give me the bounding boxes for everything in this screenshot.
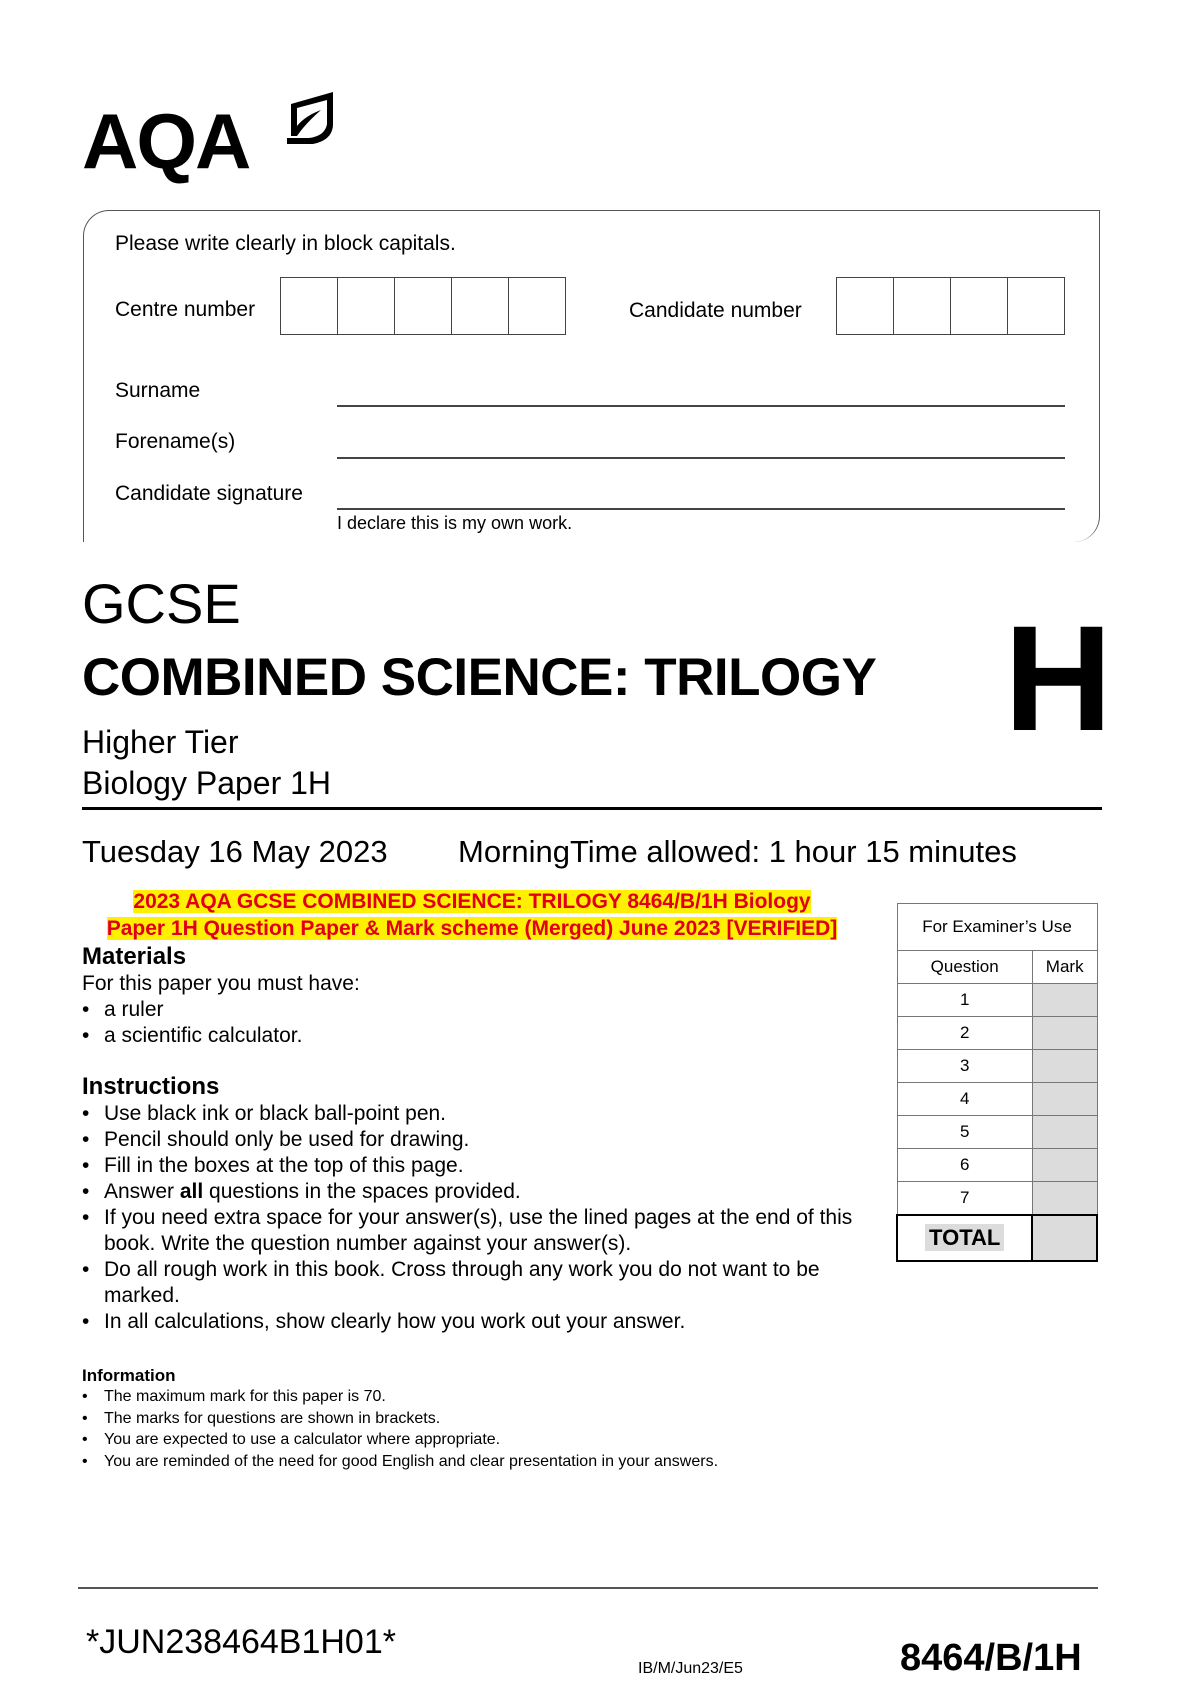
qualification-title: GCSE bbox=[82, 572, 241, 635]
list-item: • Pencil should only be used for drawing. bbox=[82, 1127, 872, 1153]
centre-number-label: Centre number bbox=[115, 298, 256, 321]
text-fragment: questions in the spaces provided. bbox=[203, 1180, 521, 1203]
candidate-digit-box[interactable] bbox=[951, 278, 1008, 334]
materials-list bbox=[82, 997, 862, 1049]
list-item: • a ruler bbox=[82, 997, 862, 1023]
question-number: 2 bbox=[897, 1017, 1032, 1050]
candidate-digit-box[interactable] bbox=[837, 278, 894, 334]
materials-intro: For this paper you must have: bbox=[82, 972, 360, 995]
instructions-heading: Instructions bbox=[82, 1073, 220, 1100]
candidate-number-boxes[interactable] bbox=[836, 277, 1065, 335]
banner-line-2: Paper 1H Question Paper & Mark scheme (Merged) June 2023 [VERIFIED] bbox=[106, 917, 838, 940]
question-number: 1 bbox=[897, 984, 1032, 1017]
instructions-section bbox=[82, 1073, 872, 1335]
candidate-number-label: Candidate number bbox=[629, 299, 802, 322]
mark-cell[interactable] bbox=[1032, 1149, 1097, 1182]
information-heading: Information bbox=[82, 1366, 176, 1385]
candidate-digit-box[interactable] bbox=[1008, 278, 1065, 334]
materials-section bbox=[82, 943, 862, 1049]
total-label: TOTAL bbox=[925, 1224, 1004, 1251]
candidate-digit-box[interactable] bbox=[894, 278, 951, 334]
centre-digit-box[interactable] bbox=[509, 278, 566, 334]
title-divider bbox=[82, 807, 1102, 810]
tier-name: Higher Tier bbox=[82, 724, 239, 760]
mark-cell[interactable] bbox=[1032, 1116, 1097, 1149]
question-number: 4 bbox=[897, 1083, 1032, 1116]
surname-label: Surname bbox=[115, 379, 201, 402]
aqa-logo: AQA bbox=[82, 97, 250, 185]
declaration-text: I declare this is my own work. bbox=[337, 513, 573, 533]
centre-digit-box[interactable] bbox=[338, 278, 395, 334]
examiner-use-table bbox=[896, 903, 1098, 1262]
session-time: MorningTime allowed: 1 hour 15 minutes bbox=[458, 834, 1017, 869]
question-number: 5 bbox=[897, 1116, 1032, 1149]
instructions-list bbox=[82, 1101, 872, 1335]
list-item: • The maximum mark for this paper is 70. bbox=[82, 1386, 902, 1408]
list-item: • Do all rough work in this book. Cross through any work you do not want to be marked. bbox=[82, 1257, 872, 1309]
list-item: • Fill in the boxes at the top of this page. bbox=[82, 1153, 872, 1179]
footer-divider bbox=[78, 1587, 1098, 1589]
materials-heading: Materials bbox=[82, 943, 187, 970]
centre-digit-box[interactable] bbox=[281, 278, 338, 334]
tier-letter: H bbox=[1004, 594, 1113, 762]
paper-name: Biology Paper 1H bbox=[82, 765, 332, 801]
forename-label: Forename(s) bbox=[115, 430, 236, 453]
emphasis-text: all bbox=[179, 1180, 204, 1203]
banner-line-1: 2023 AQA GCSE COMBINED SCIENCE: TRILOGY 8464/B/1H Biology bbox=[133, 890, 811, 913]
mark-cell[interactable] bbox=[1032, 984, 1097, 1017]
surname-field[interactable] bbox=[337, 405, 1065, 407]
centre-digit-box[interactable] bbox=[395, 278, 452, 334]
centre-digit-box[interactable] bbox=[452, 278, 509, 334]
highlighted-banner bbox=[82, 888, 862, 942]
question-number: 6 bbox=[897, 1149, 1032, 1182]
question-number: 3 bbox=[897, 1050, 1032, 1083]
signature-label: Candidate signature bbox=[115, 482, 303, 505]
list-item: • In all calculations, show clearly how you work out your answer. bbox=[82, 1309, 872, 1335]
paper-code: 8464/B/1H bbox=[900, 1637, 1082, 1679]
exam-date: Tuesday 16 May 2023 bbox=[82, 834, 388, 869]
information-section bbox=[82, 1366, 902, 1472]
text-fragment: Answer bbox=[104, 1180, 180, 1203]
list-item: • You are reminded of the need for good English and clear presentation in your answers. bbox=[82, 1451, 902, 1473]
reference-code: IB/M/Jun23/E5 bbox=[638, 1660, 743, 1677]
barcode-text: *JUN238464B1H01* bbox=[86, 1623, 396, 1661]
list-item: • If you need extra space for your answer(s), use the lined pages at the end of this book. Write the question number against your answer(s). bbox=[82, 1205, 872, 1257]
information-list bbox=[82, 1386, 902, 1472]
forename-field[interactable] bbox=[337, 457, 1065, 459]
examiner-table-title: For Examiner’s Use bbox=[897, 904, 1097, 951]
block-capitals-instruction: Please write clearly in block capitals. bbox=[115, 232, 456, 255]
mark-cell[interactable] bbox=[1032, 1182, 1097, 1215]
aqa-leaf-icon bbox=[283, 90, 341, 146]
question-column-header: Question bbox=[897, 951, 1032, 984]
list-item bbox=[82, 1179, 872, 1205]
mark-column-header: Mark bbox=[1032, 951, 1097, 984]
list-item: • a scientific calculator. bbox=[82, 1023, 862, 1049]
list-item: • You are expected to use a calculator where appropriate. bbox=[82, 1429, 902, 1451]
question-number: 7 bbox=[897, 1182, 1032, 1215]
list-item: • Use black ink or black ball-point pen. bbox=[82, 1101, 872, 1127]
total-label-cell bbox=[897, 1215, 1032, 1261]
subject-title: COMBINED SCIENCE: TRILOGY bbox=[82, 648, 877, 707]
mark-cell[interactable] bbox=[1032, 1050, 1097, 1083]
list-item: • The marks for questions are shown in brackets. bbox=[82, 1408, 902, 1430]
total-mark-cell[interactable] bbox=[1032, 1215, 1097, 1261]
centre-number-boxes[interactable] bbox=[280, 277, 566, 335]
mark-cell[interactable] bbox=[1032, 1083, 1097, 1116]
signature-field[interactable] bbox=[337, 508, 1065, 510]
mark-cell[interactable] bbox=[1032, 1017, 1097, 1050]
